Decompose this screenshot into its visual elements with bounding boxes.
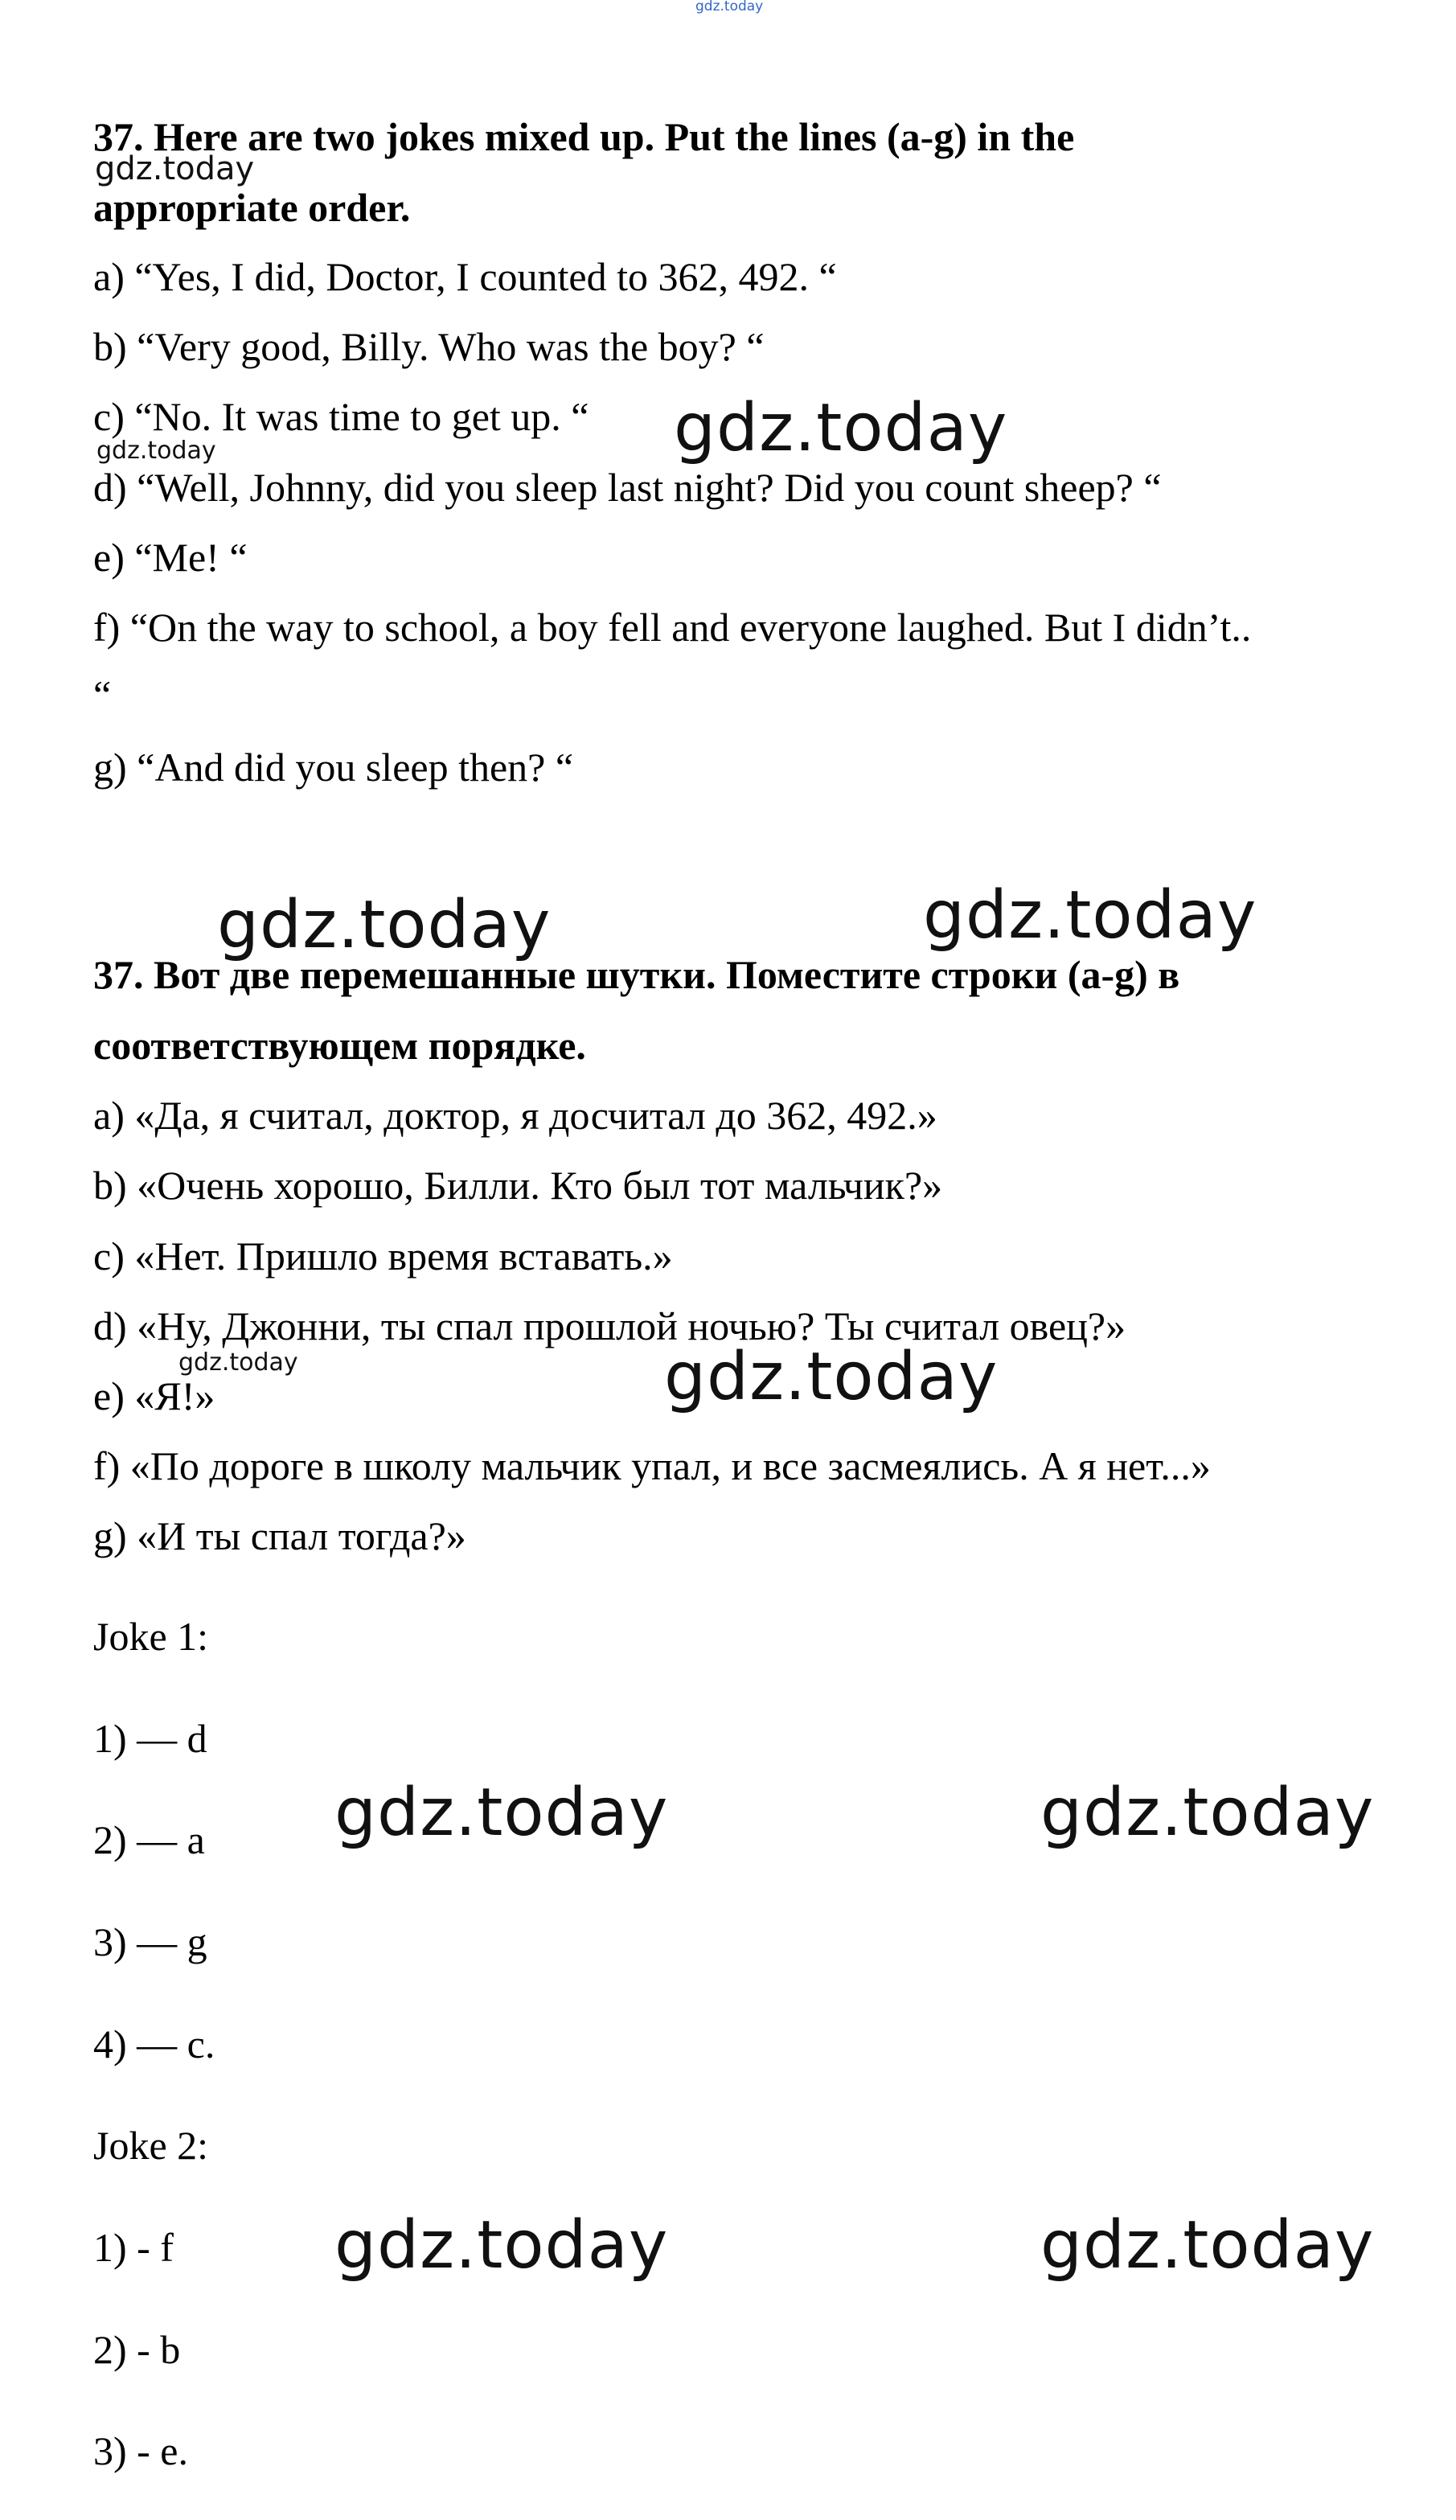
joke1-answer-4: 4) — c. (93, 2021, 215, 2066)
exercise-heading-en-cont: appropriate order. (93, 185, 411, 230)
watermark-large: gdz.today (1040, 2207, 1375, 2284)
joke1-answer-1: 1) — d (93, 1716, 207, 1761)
joke2-answer-3: 3) - e. (93, 2428, 188, 2473)
watermark-large: gdz.today (923, 877, 1257, 954)
joke-line-ru-e: e) «Я!» (93, 1373, 215, 1418)
joke-line-ru-d: d) «Ну, Джонни, ты спал прошлой ночью? Ты считал овец?» (93, 1303, 1126, 1348)
joke-line-ru-a: a) «Да, я считал, доктор, я досчитал до 362, 492.» (93, 1093, 937, 1138)
joke-line-en-e: e) “Me! “ (93, 535, 248, 580)
watermark-large: gdz.today (334, 2207, 669, 2284)
watermark-small: gdz.today (95, 150, 255, 187)
joke1-answer-3: 3) — g (93, 1919, 207, 1964)
watermark-top: gdz.today (695, 0, 764, 14)
watermark-large: gdz.today (664, 1339, 999, 1415)
exercise-heading-ru: 37. Вот две перемешанные шутки. Поместите строки (a-g) в (93, 952, 1180, 997)
joke-line-ru-b: b) «Очень хорошо, Билли. Кто был тот мальчик?» (93, 1163, 943, 1208)
joke-line-ru-f: f) «По дороге в школу мальчик упал, и все засмеялись. А я нет...» (93, 1443, 1211, 1488)
joke1-answer-2: 2) — a (93, 1817, 205, 1862)
joke2-answer-1: 1) - f (93, 2225, 174, 2270)
exercise-heading-ru-cont: соответствующем порядке. (93, 1023, 586, 1068)
joke1-label: Joke 1: (93, 1614, 209, 1659)
watermark-large: gdz.today (1040, 1775, 1375, 1851)
joke-line-en-a: a) “Yes, I did, Doctor, I counted to 362, 492. “ (93, 254, 837, 299)
joke-line-en-b: b) “Very good, Billy. Who was the boy? “ (93, 324, 765, 369)
joke-line-ru-c: c) «Нет. Пришло время вставать.» (93, 1233, 673, 1278)
joke2-answer-2: 2) - b (93, 2327, 181, 2372)
joke-line-en-g: g) “And did you sleep then? “ (93, 745, 574, 790)
joke-line-ru-g: g) «И ты спал тогда?» (93, 1513, 466, 1558)
joke-line-en-f-cont: “ (93, 672, 112, 717)
joke-line-en-c: c) “No. It was time to get up. “ (93, 394, 589, 439)
watermark-large: gdz.today (334, 1775, 669, 1851)
joke-line-en-d: d) “Well, Johnny, did you sleep last night? Did you count sheep? “ (93, 465, 1162, 510)
joke-line-en-f: f) “On the way to school, a boy fell and everyone laughed. But I didn’t.. (93, 605, 1252, 650)
watermark-small: gdz.today (96, 437, 216, 465)
watermark-small: gdz.today (178, 1348, 298, 1377)
exercise-heading-en: 37. Here are two jokes mixed up. Put the lines (a-g) in the (93, 114, 1075, 159)
watermark-large: gdz.today (217, 887, 552, 963)
watermark-large: gdz.today (674, 390, 1008, 466)
joke2-label: Joke 2: (93, 2123, 209, 2168)
